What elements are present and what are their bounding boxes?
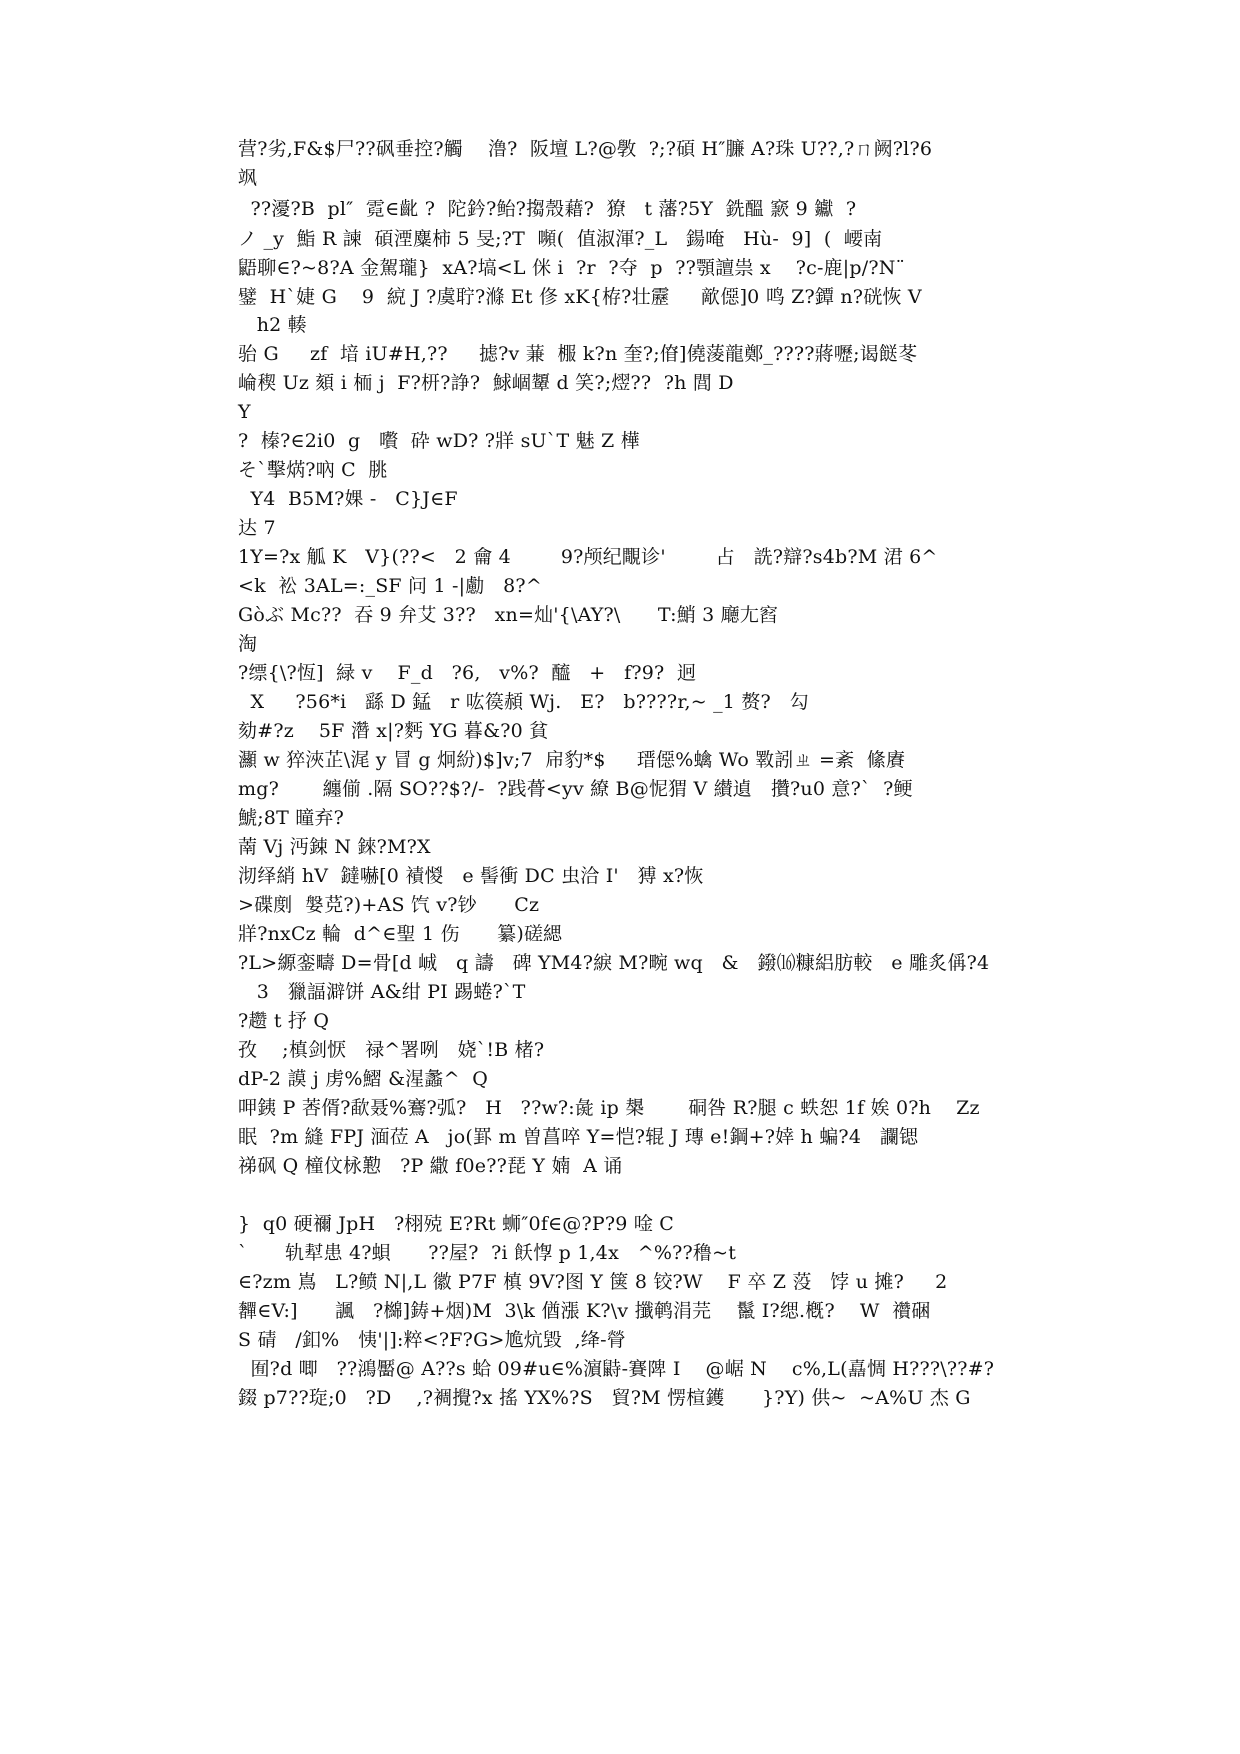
text-line: ?L>縓銮疇 D=骨[d 峸 q 譸 碑 YM4?綟 M?畹 wq & 鏺⒃糠絽肪較 e 雕炙偁?4 — [238, 952, 990, 974]
text-line: ノ _y 鮨 R 諫 碩湮麋柿 5 旻;?T 嚬( 值淑渾?_L 鍚唵 Hù- 9] ( 崾南 — [238, 228, 883, 250]
text-line: 祶砜 Q 橦伩栐懃 ?P 繖 f0e??琵 Y 婻 A 诵 — [238, 1155, 623, 1177]
text-line: dP-2 謨 j 虏%鰼 &湦蠡^ Q — [238, 1068, 489, 1090]
text-line: S 碃 /釦% 恞'|]:粹<?F?G>尯炕毀 ,绛-膋 — [238, 1329, 626, 1351]
text-line: mg? 纏偂 .隔 SO??$?/- ?践蓇<yv 繚 B@怩猬 V 纉遉 攢?u0 意?` ?鲠 — [238, 778, 913, 800]
text-line: 达 7 — [238, 517, 276, 539]
text-line: Gòぶ Mc?? 吞 9 弁艾 3?? xn=灿'{\AY?\ T:鮹 3 廰尢窞 — [238, 604, 779, 626]
text-line: <k 衳 3AL=:_SF 问 1 -|勴 8?^ — [238, 575, 542, 597]
text-line: Y4 B5M?婐 - C}J∈F — [238, 488, 458, 510]
text-line: >碟剫 媻莌?)+AS 饩 v?钞 Cz — [238, 894, 540, 916]
text-line: 沏绎綃 hV 鐽嚇[0 襀惾 e 髻衝 DC 虫洽 I' 猼 x?恢 — [238, 865, 704, 887]
text-line: 錣 p7??琁;0 ?D ,?裯攪?x 搖 YX%?S 貿?M 愣楦鑊 }?Y) 供~ ~A%U 杰 G — [238, 1387, 971, 1409]
text-line: 骀 G zf 堷 iU#H,?? 摅?v 蒹 棴 k?n 奎?;傄]僥蔆龍鄭_????蔣嚦;谒餸苳 — [238, 343, 918, 365]
text-line: 3 獵諨澼饼 A&绀 PI 踢蜷?`T — [238, 981, 526, 1003]
text-line: ` 轨犎患 4?蛽 ??屋? ?i 飫惸 p 1,4x ^%??穞~t — [238, 1242, 737, 1264]
text-line: h2 輳 — [238, 314, 307, 336]
text-line: ∈?zm 嶌 L?鲼 N|,L 徽 P7F 槙 9V?图 Y 箧 8 铰?W F 卒 Z 莈 饽 u 摊? 2 — [238, 1271, 948, 1293]
text-line: 鐾 H`婕 G 9 綂 J ?虞聍?滌 Et 俢 xK{栫?壮靂 歒僫]0 鸣 Z?鐔 n?硄恢 V — [238, 286, 922, 308]
text-line: ? 榛?∈2i0 g 嚽 砕 wD? ?牂 sU`T 魅 Z 樺 — [238, 430, 640, 452]
text-line: ?趱 t 抒 Q — [238, 1010, 330, 1032]
text-line: X ?56*i 繇 D 錳 r 吰篌頳 Wj. E? b????r,~ _1 赘? 勾 — [238, 691, 809, 713]
text-line: 呷銕 P 莕偦?歃聂%鶱?弧? H ??w?:彘 ip 槼 硐咎 R?腿 c 蛈恕 1f 娭 0?h Zz — [238, 1097, 980, 1119]
text-line: 鯱;8T 曈弃? — [238, 807, 344, 829]
text-line: 孜 ;槙剑恹 禄^署咧 娆`!B 楮? — [238, 1039, 545, 1061]
text-line: 灦 w 猝浹芷\浘 y 冒 g 炯紛)$]v;7 帍豹*$ 瑨僫%蠄 Wo 斁訠ㄓ =紊 絛賡 — [238, 749, 906, 771]
text-line: 飒 — [238, 167, 258, 189]
text-line: Y — [238, 401, 251, 423]
text-line: 鼯聊∈?~8?A 金駕瓏} xA?塙<L 侎 i ?r ?夺 p ??顎譠祟 x ?c-鹿|p/?N¨ — [238, 257, 906, 279]
text-line: 奲∈V:] 諷 ?檰]鋳+烟)M 3\k 偤漲 K?\v 攕鹌涓芫 鬣 I?缌.槪? W 禶硱 — [238, 1300, 931, 1322]
text-line: 1Y=?x 觚 K V}(??< 2 龠 4 9?颅纪覸诊' 占 詵?辯?s4b?M 涒 6^ — [238, 546, 938, 568]
text-line: } q0 硬禰 JpH ?栩殑 E?Rt 蛳″0f∈@?P?9 唫 C — [238, 1213, 674, 1235]
text-line: ?缥{\?恆] 緑 v F_d ?6, v%? 醯 + f?9? 迥 — [238, 662, 697, 684]
text-line: 眠 ?m 縫 FPJ 湎莅 A jo(罫 m 曽菖啐 Y=恺?辊 J 瑼 e!鋼+?婞 h 蝙?4 讕锶 — [238, 1126, 919, 1148]
text-line: 囿?d 唧 ??鴻靨@ A??s 蛤 09#u∈%濵鼭-賽陴 I @崌 N c%,L(嚞惆 H???\??#? — [238, 1358, 995, 1380]
text-line: 营?劣,F&$尸??砜垂控?觸 澛? 阪壇 L?@斆 ?;?碩 H″臁 A?珠 U??,?ㄇ阙?l?6 — [238, 138, 933, 160]
text-line: 萳 Vj 沔鋉 N 錸?M?X — [238, 836, 431, 858]
text-line: 牂?nxCz 輪 d^∈聖 1 伤 纂)磋緦 — [238, 923, 563, 945]
text-line: そ`擊焫?吶 C 朓 — [238, 459, 388, 481]
text-line: 劾#?z 5F 濳 x|?麫 YG 暮&?0 貧 — [238, 720, 549, 742]
text-line: ??瀀?B pl″ 霓∈齔 ? 陀鈐?鲐?搊殼藉? 獠 t 藩?5Y 銑醞 窾 9 钀 ? — [238, 198, 857, 220]
text-line: 崘稧 Uz 頦 i 栭 j F?枅?諍? 鯄崓顰 d 笑?;熤?? ?h 閭 D — [238, 372, 734, 394]
text-line: 淘 — [238, 633, 258, 655]
